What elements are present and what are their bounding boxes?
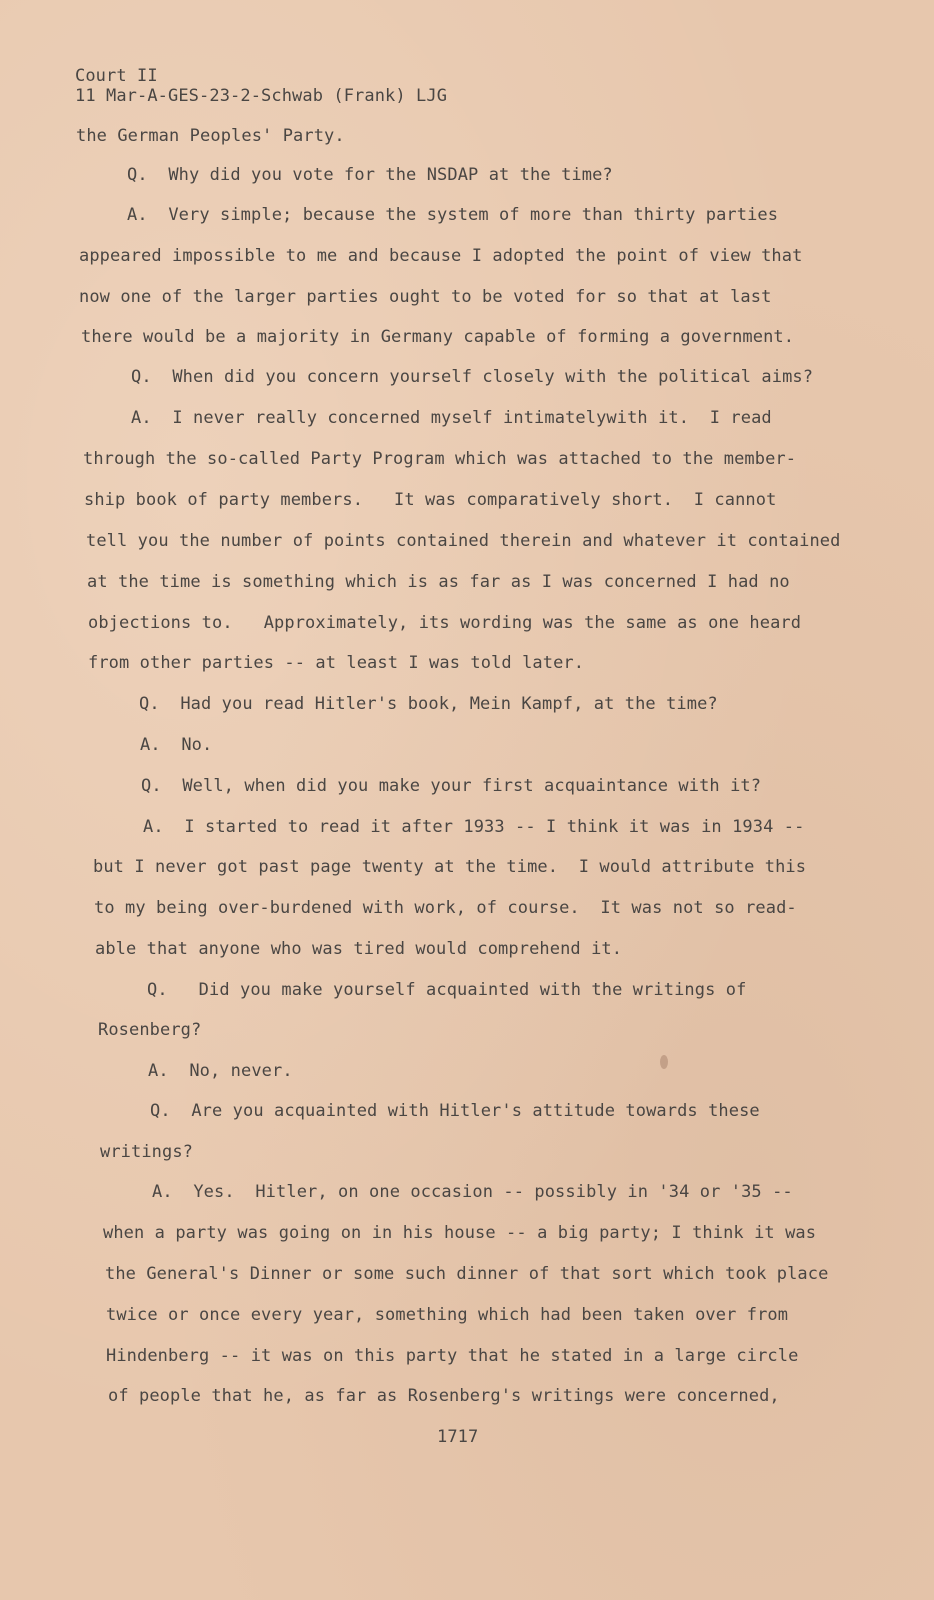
answer-line: A. Yes. Hitler, on one occasion -- possibly in '34 or '35 -- [152,1182,793,1202]
question-line: Q. Are you acquainted with Hitler's attitude towards these [150,1101,760,1121]
text-line: but I never got past page twenty at the time. I would attribute this [93,857,807,877]
text-line: Rosenberg? [98,1020,202,1040]
question-line: Q. Well, when did you make your first acquaintance with it? [141,776,762,796]
paper-stain [660,1055,668,1069]
text-line: there would be a majority in Germany capable of forming a government. [81,327,795,347]
text-line: writings? [100,1142,194,1162]
text-line: through the so-called Party Program which was attached to the member- [83,449,797,469]
answer-line: A. Very simple; because the system of more than thirty parties [127,205,779,225]
court-label: Court II [75,66,158,86]
text-line: tell you the number of points contained therein and whatever it contained [86,531,841,551]
page-number: 1717 [437,1427,479,1447]
text-line: appeared impossible to me and because I adopted the point of view that [79,246,803,266]
question-line: Q. Did you make yourself acquainted with the writings of [147,980,747,1000]
answer-line: A. I never really concerned myself intimatelywith it. I read [131,408,772,428]
text-line: at the time is something which is as far as I was concerned I had no [87,572,790,592]
question-line: Q. Had you read Hitler's book, Mein Kampf, at the time? [139,694,718,714]
text-line: objections to. Approximately, its wording was the same as one heard [88,613,802,633]
text-line: the German Peoples' Party. [76,126,345,146]
text-line: the General's Dinner or some such dinner of that sort which took place [105,1264,829,1284]
text-line: Hindenberg -- it was on this party that he stated in a large circle [106,1346,799,1366]
text-line: to my being over-burdened with work, of course. It was not so read- [94,898,797,918]
answer-line: A. I started to read it after 1933 -- I think it was in 1934 -- [143,817,805,837]
document-reference: 11 Mar-A-GES-23-2-Schwab (Frank) LJG [75,86,448,106]
text-line: twice or once every year, something which had been taken over from [106,1305,789,1325]
text-line: able that anyone who was tired would comprehend it. [95,939,623,959]
question-line: Q. When did you concern yourself closely with the political aims? [131,367,814,387]
text-line: when a party was going on in his house -- a big party; I think it was [103,1223,817,1243]
text-line: now one of the larger parties ought to be voted for so that at last [79,287,772,307]
text-line: of people that he, as far as Rosenberg's writings were concerned, [108,1386,780,1406]
question-line: Q. Why did you vote for the NSDAP at the time? [127,165,613,185]
answer-line: A. No, never. [148,1061,293,1081]
text-line: ship book of party members. It was comparatively short. I cannot [84,490,777,510]
answer-line: A. No. [140,735,213,755]
text-line: from other parties -- at least I was told later. [88,653,585,673]
